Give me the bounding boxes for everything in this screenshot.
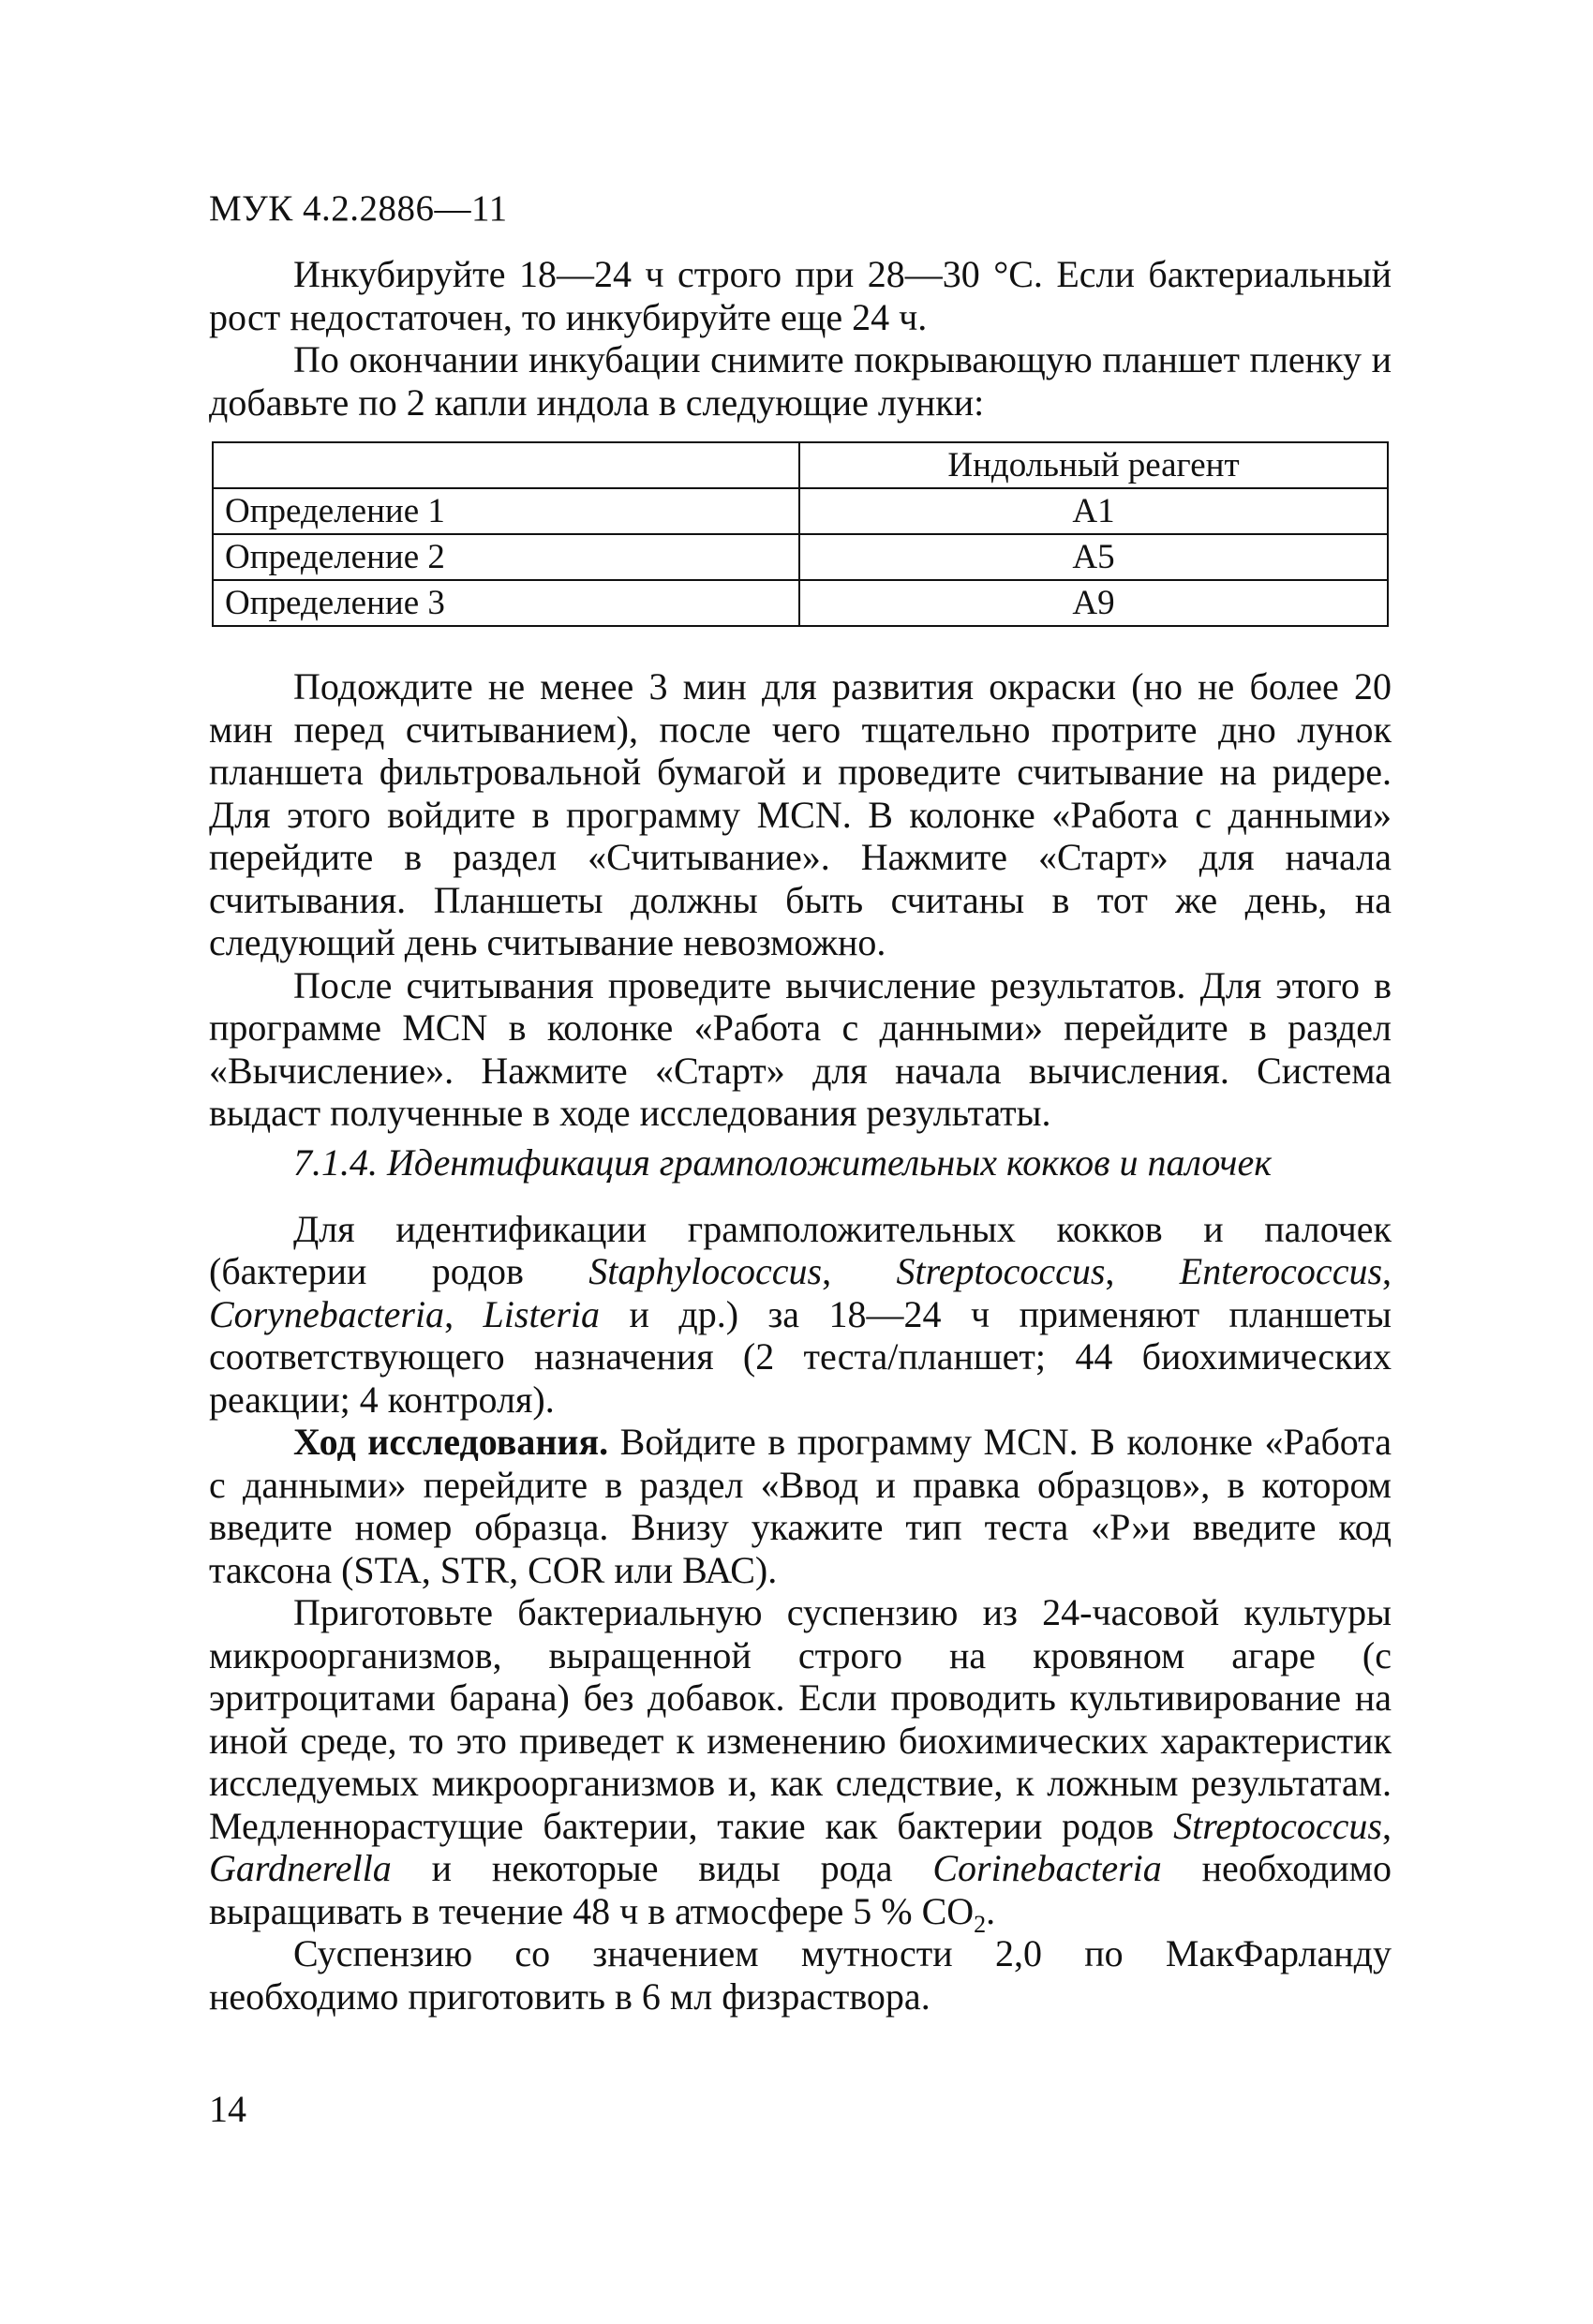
text-span: Приготовьте бактериальную суспензию из 24-часовой культуры микроорганизмов, выращенной строго на кровяном агаре (с эритроцитами барана) без добавок. Если проводить культивирование на иной среде, то это приведет к изменению биохимических характеристик исследуемых микроорганизмов и, как следствие, к ложным результатам. Медленнорастущие бактерии, такие как бактерии родов bbox=[209, 1591, 1392, 1847]
table-row-label: Определение 3 bbox=[213, 580, 799, 626]
table-header-reagent: Индольный реагент bbox=[799, 442, 1388, 488]
table-row bbox=[213, 534, 1388, 580]
main-text-block bbox=[209, 665, 1392, 1135]
table-row-label: Определение 2 bbox=[213, 534, 799, 580]
paragraph-procedure bbox=[209, 1421, 1392, 1591]
paragraph-incubation: Инкубируйте 18—24 ч строго при 28—30 °С. Если бактериальный рост недостаточен, то инкубируйте еще 24 ч. bbox=[209, 253, 1392, 338]
table-row-value: А9 bbox=[799, 580, 1388, 626]
text-span: необходимо выращивать в течение 48 ч в атмосфере 5 % СО bbox=[209, 1847, 1392, 1932]
paragraph-reading: Подождите не менее 3 мин для развития окраски (но не более 20 мин перед считыванием), после чего тщательно протрите дно лунок планшета фильтровальной бумагой и проведите считывание на ридере. Для этого войдите в программу MCN. В колонке «Работа с данными» перейдите в раздел «Считывание». Нажмите «Старт» для начала считывания. Планшеты должны быть считаны в тот же день, на следующий день считывание невозможно. bbox=[209, 665, 1392, 963]
genus-name: Gardnerella bbox=[209, 1847, 392, 1889]
intro-block bbox=[209, 253, 1392, 424]
co2-subscript: 2 bbox=[974, 1910, 987, 1938]
text-span: Войдите в программу MCN. В колонке «Работа с данными» перейдите в раздел «Ввод и правка образцов», в котором введите номер образца. Внизу укажите тип теста «Р»и введите код таксона (STA, STR, COR или ВАС). bbox=[209, 1421, 1392, 1591]
text-span: , bbox=[1105, 1250, 1180, 1292]
table-row bbox=[213, 580, 1388, 626]
text-span: и некоторые виды рода bbox=[391, 1847, 933, 1889]
page-number: 14 bbox=[209, 2088, 246, 2130]
section-block bbox=[209, 1141, 1392, 2018]
table-row-label: Определение 1 bbox=[213, 488, 799, 534]
text-span: , bbox=[822, 1250, 897, 1292]
text-span: и др.) за 18—24 ч применяют планшеты соответствующего назначения (2 теста/планшет; 44 биохимических реакции; 4 контроля). bbox=[209, 1292, 1392, 1421]
paragraph-suspension bbox=[209, 1591, 1392, 1938]
genus-name: Enterococcus bbox=[1179, 1250, 1383, 1292]
paragraph-calculation: После считывания проведите вычисление результатов. Для этого в программе MCN в колонке «Работа с данными» перейдите в раздел «Вычисление». Нажмите «Старт» для начала вычисления. Система выдаст полученные в ходе исследования результаты. bbox=[209, 963, 1392, 1134]
document-code-header: МУК 4.2.2886—11 bbox=[209, 188, 508, 229]
paragraph-identification bbox=[209, 1208, 1392, 1422]
text-span: . bbox=[986, 1889, 996, 1932]
genus-name: Streptococcus bbox=[1173, 1804, 1382, 1847]
text-span: , bbox=[1382, 1804, 1392, 1847]
table-header-empty-cell bbox=[213, 442, 799, 488]
genus-name: Staphylococcus bbox=[588, 1250, 823, 1292]
text-span: Для идентификации грамположительных кокков и палочек (бактерии родов bbox=[209, 1207, 1392, 1292]
procedure-heading: Ход исследования. bbox=[293, 1421, 609, 1463]
paragraph-indole: По окончании инкубации снимите покрывающую планшет пленку и добавьте по 2 капли индола в следующие лунки: bbox=[209, 338, 1392, 424]
text-span: , bbox=[1382, 1250, 1392, 1292]
genus-name: Corynebacteria bbox=[209, 1292, 445, 1335]
genus-name: Streptococcus bbox=[896, 1250, 1106, 1292]
table-header-row bbox=[213, 442, 1388, 488]
genus-name: Corinebacteria bbox=[932, 1847, 1162, 1889]
indole-reagent-table bbox=[212, 441, 1389, 627]
text-span: , bbox=[444, 1292, 484, 1335]
table-row-value: А1 bbox=[799, 488, 1388, 534]
paragraph-turbidity: Суспензию со значением мутности 2,0 по МакФарланду необходимо приготовить в 6 мл физраствора. bbox=[209, 1932, 1392, 2018]
table-row bbox=[213, 488, 1388, 534]
genus-name: Listeria bbox=[483, 1292, 601, 1335]
section-title: 7.1.4. Идентификация грамположительных кокков и палочек bbox=[293, 1141, 1272, 1184]
table-row-value: А5 bbox=[799, 534, 1388, 580]
